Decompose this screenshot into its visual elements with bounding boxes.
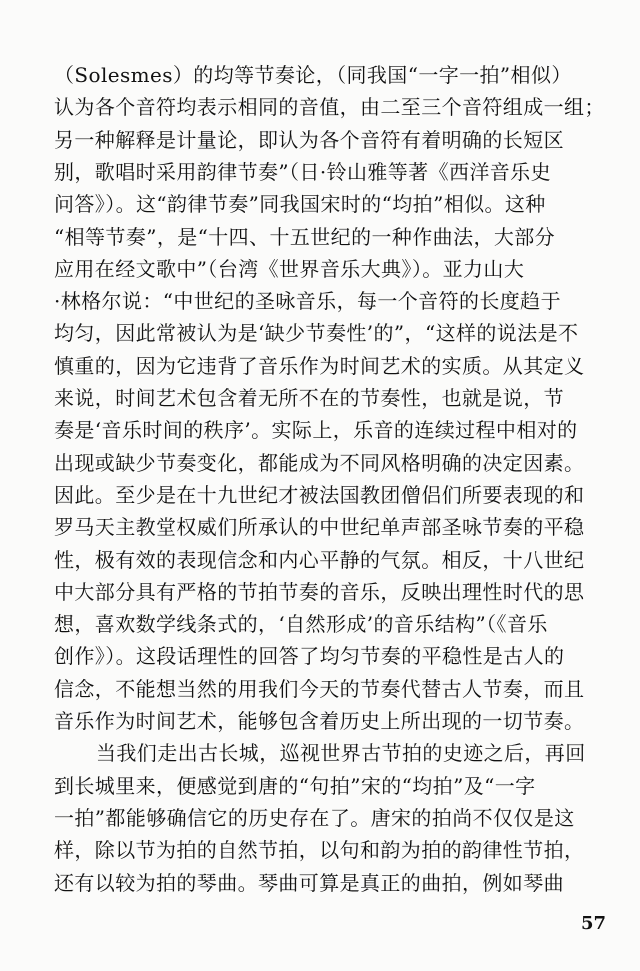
text-line: 别，歌唱时采用韵律节奏”（日·铃山雅等著《西洋音乐史 <box>54 159 551 184</box>
text-line: ·林格尔说：“中世纪的圣咏音乐，每一个音符的长度趋于 <box>54 289 561 314</box>
text-line: 还有以较为拍的琴曲。琴曲可算是真正的曲拍，例如琴曲 <box>54 870 564 895</box>
text-line: 奏是‘音乐时间的秩序’。实际上，乐音的连续过程中相对的 <box>54 418 578 443</box>
text-line: 创作》）。这段话理性的回答了均匀节奏的平稳性是古人的 <box>54 644 565 669</box>
text-line: 出现或缺少节奏变化，都能成为不同风格明确的决定因素。 <box>54 450 585 475</box>
text-line: 来说，时间艺术包含着无所不在的节奏性，也就是说，节 <box>54 386 564 410</box>
text-line: 信念，不能想当然的用我们今天的节奏代替古人节奏，而且 <box>54 676 585 701</box>
text-line: （Solesmes）的均等节奏论，（同我国“一字一拍”相似） <box>54 63 572 87</box>
text-line: 一拍”都能够确信它的历史存在了。唐宋的拍尚不仅仅是这 <box>54 805 575 830</box>
text-line: 慎重的，因为它违背了音乐作为时间艺术的实质。从其定义 <box>54 353 585 378</box>
text-line: 到长城里来，便感觉到唐的“句拍”宋的“均拍”及“一字 <box>54 773 536 798</box>
text-line: 应用在经文歌中”（台湾《世界音乐大典》）。亚力山大 <box>54 256 525 281</box>
text-line: 性，极有效的表现信念和内心平静的气氛。相反，十八世纪 <box>54 547 585 572</box>
text-line: 问答》）。这“韵律节奏”同我国宋时的“均拍”相似。这种 <box>54 192 546 217</box>
text-line: 中大部分具有严格的节拍节奏的音乐，反映出理性时代的思 <box>54 579 585 604</box>
text-line: 罗马天主教堂权威们所承认的中世纪单声部圣咏节奏的平稳 <box>54 515 585 540</box>
text-line: 因此。至少是在十九世纪才被法国教团僧侣们所要表现的和 <box>54 482 585 507</box>
text-line: 样，除以节为拍的自然节拍，以句和韵为拍的韵律性节拍， <box>54 838 585 863</box>
text-line: 音乐作为时间艺术，能够包含着历史上所出现的一切节奏。 <box>54 709 585 733</box>
text-line: “相等节奏”，是“十四、十五世纪的一种作曲法，大部分 <box>54 224 556 249</box>
text-line: 想，喜欢数学线条式的，‘自然形成’的音乐结构”（《音乐 <box>54 612 548 637</box>
text-line: 均匀，因此常被认为是‘缺少节奏性’的”，“这样的说法是不 <box>54 321 579 346</box>
text-line: 另一种解释是计量论，即认为各个音符有着明确的长短区 <box>54 127 564 152</box>
text-line: 当我们走出古长城，巡视世界古节拍的史迹之后，再回 <box>96 741 586 766</box>
text-line: 认为各个音符均表示相同的音值，由二至三个音符组成一组； <box>54 95 605 120</box>
page-number: 57 <box>580 913 606 934</box>
